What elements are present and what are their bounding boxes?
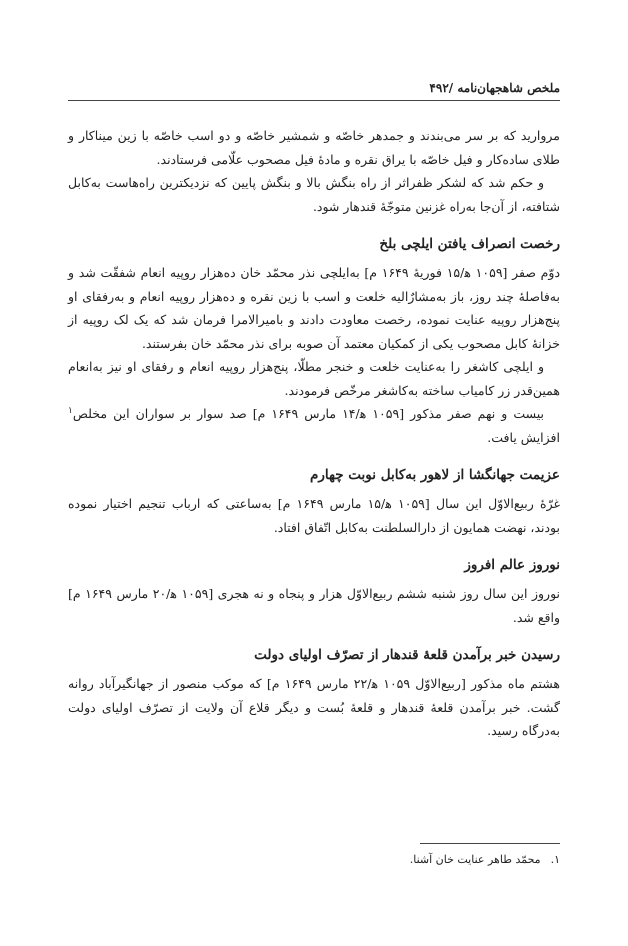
section-heading: نوروز عالم افروز bbox=[464, 557, 560, 573]
paragraph: و ایلچی کاشغر را به‌عنایت خلعت و خنجر مطلّا، پنج‌هزار روپیه انعام و رفقای او نیز به‌انعام همین‌قدر زر کامیاب ساخته به‌کاشغر مرخّص فرمودند. bbox=[68, 359, 560, 398]
header-rule bbox=[68, 100, 560, 101]
footnote bbox=[68, 852, 560, 868]
paragraph: مروارید که بر سر می‌بندند و جمدهر خاصّه و شمشیر خاصّه و دو اسب خاصّه با زین میناکار و طلای ساده‌کار و فیل خاصّه با یراق نقره و مادهٔ فیل مصحوب علّامی فرستادند. bbox=[68, 128, 560, 167]
section-heading: عزیمت جهانگشا از لاهور به‌کابل نوبت چهارم bbox=[310, 467, 560, 483]
paragraph-text: افزایش یافت. bbox=[487, 429, 560, 445]
page-body bbox=[68, 124, 560, 743]
paragraph: نوروز این سال روز شنبه ششم ربیع‌الاوّل هزار و پنجاه و نه هجری [۱۰۵۹ ه‍/۲۰ مارس ۱۶۴۹ م] واقع شد. bbox=[68, 586, 561, 625]
paragraph bbox=[68, 402, 560, 449]
paragraph: غرّهٔ ربیع‌الاوّل این سال [۱۰۵۹ ه‍/۱۵ مارس ۱۶۴۹ م] به‌ساعتی که ارباب تنجیم اختیار نموده بودند، نهضت همایون از دارالسلطنت به‌کابل اتّفاق افتاد. bbox=[68, 496, 560, 535]
section-heading: رخصت انصراف یافتن ایلچی بلخ bbox=[379, 236, 560, 252]
paragraph: هشتم ماه مذکور [ربیع‌الاوّل ۱۰۵۹ ه‍/۲۲ مارس ۱۶۴۹ م] که موکب منصور از جهانگیرآباد روانه گشت. خبر برآمدن قلعهٔ قندهار و قلعهٔ بُست و دیگر قلاع آن ولایت از تصرّف اولیای دولت به‌درگاه رسید. bbox=[68, 676, 560, 738]
running-head: ملخص شاهجهان‌نامه /۴۹۲ bbox=[429, 81, 560, 95]
footnote-marker[interactable]: ۱ bbox=[68, 405, 73, 416]
footnote-number: ۱. bbox=[550, 853, 560, 866]
paragraph: و حکم شد که لشکر ظفراثر از راه بنگش بالا و بنگش پایین که نزدیکترین راه‌هاست به‌کابل شتافته، از آن‌جا به‌راه غزنین متوجّهٔ قندهار شود. bbox=[68, 175, 560, 214]
footnote-text: محمّد طاهر عنایت خان آشنا. bbox=[409, 853, 541, 866]
footnote-rule bbox=[420, 843, 560, 844]
paragraph: دوّم صفر [۱۰۵۹ ه‍/۱۵ فوریهٔ ۱۶۴۹ م] به‌ایلچی نذر محمّد خان ده‌هزار روپیه انعام شفقّت شد و به‌فاصلهٔ چند روز، باز به‌مشارٌالیه خلعت و اسب با زین نقره و ده‌هزار روپیه انعام و به‌رفقای او پنج‌هزار روپیه عنایت نموده، رخصت معاودت دادند و بامیرالامرا فرمان شد که یک لک روپیه از خزانهٔ کابل مصحوب یکی از کمکیان معتمد آن صوبه برای نذر محمّد خان بفرستند. bbox=[68, 265, 561, 351]
paragraph-text: بیست و نهم صفر مذکور [۱۰۵۹ ه‍/۱۴ مارس ۱۶۴۹ م] صد سوار بر سواران این مخلص bbox=[72, 406, 544, 421]
section-heading: رسیدن خبر برآمدن قلعهٔ قندهار از تصرّف اولیای دولت bbox=[254, 647, 560, 663]
